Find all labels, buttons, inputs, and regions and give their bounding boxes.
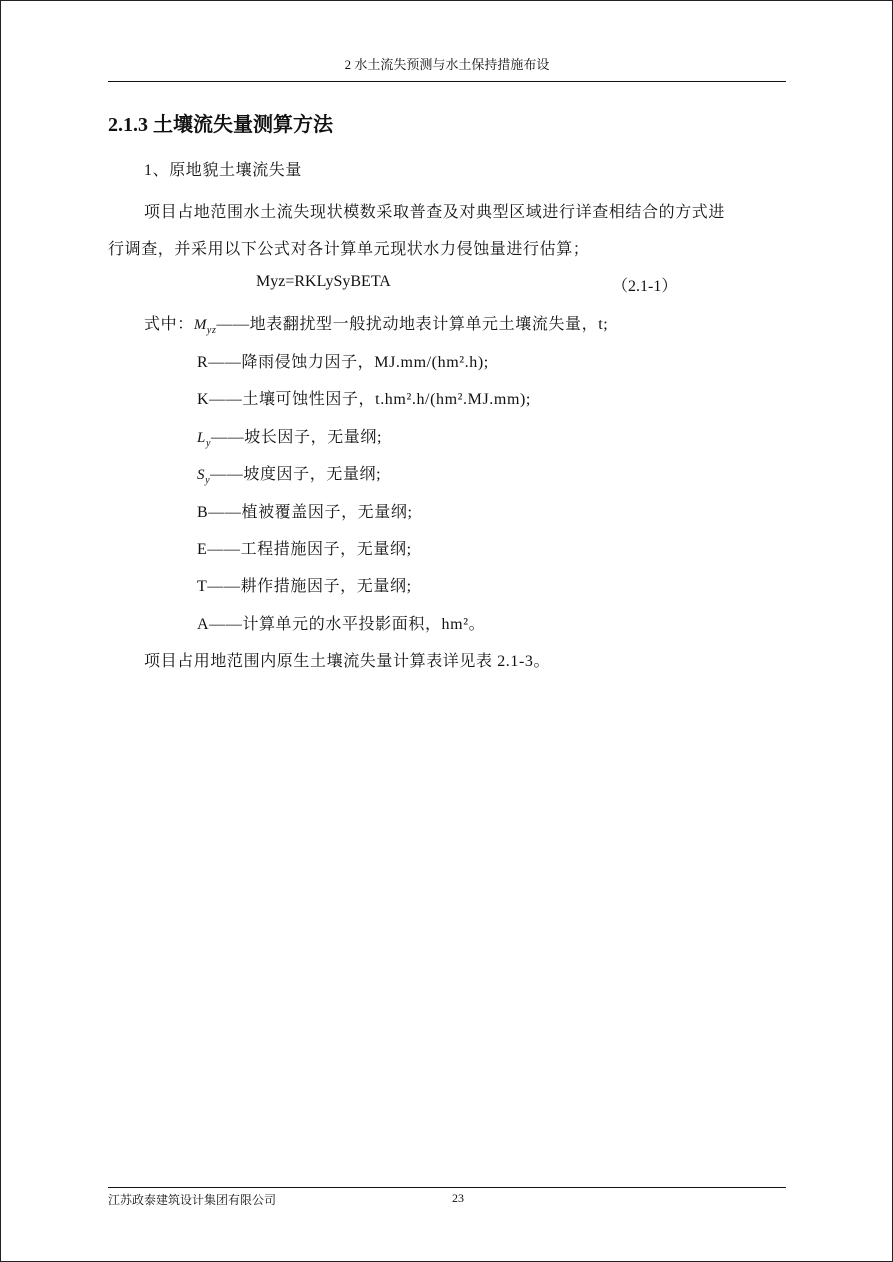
definition-sy-text: ——坡度因子，无量纲; (210, 466, 382, 483)
definition-b: B——植被覆盖因子，无量纲; (197, 504, 413, 521)
where-prefix: 式中： (144, 316, 194, 333)
page-number: 23 (452, 1191, 464, 1205)
formula-number: （2.1-1） (612, 278, 678, 295)
definition-myz (144, 311, 608, 336)
symbol-m: $M_{yz}$ (193, 317, 217, 336)
footer-company: 江苏政泰建筑设计集团有限公司 (108, 1193, 277, 1207)
subheading: 1、原地貌土壤流失量 (144, 162, 303, 179)
running-header: 2 水土流失预测与水土保持措施布设 (344, 57, 550, 72)
definition-ly-text: ——坡长因子，无量纲; (211, 429, 383, 446)
paragraph-line-1: 项目占地范围水土流失现状模数采取普查及对典型区域进行详查相结合的方式进 (144, 204, 726, 221)
definition-k: K——土壤可蚀性因子，t.hm².h/(hm².MJ.mm); (197, 391, 531, 408)
section-heading: 2.1.3 土壤流失量测算方法 (108, 114, 333, 136)
formula: Myz=RKLySyBETA (256, 273, 391, 290)
definition-sy (197, 461, 381, 486)
definition-myz-text: ——地表翻扰型一般扰动地表计算单元土壤流失量，t; (216, 316, 609, 333)
definition-r: R——降雨侵蚀力因子，MJ.mm/(hm².h); (197, 354, 489, 371)
definition-ly (197, 424, 382, 449)
definition-e: E——工程措施因子，无量纲; (197, 541, 412, 558)
definition-t: T——耕作措施因子，无量纲; (197, 578, 412, 595)
footer-rule (108, 1187, 786, 1188)
symbol-l: $L_y$ (197, 430, 211, 449)
paragraph-line-2: 行调查，并采用以下公式对各计算单元现状水力侵蚀量进行估算； (108, 241, 590, 258)
symbol-s: $S_y$ (197, 467, 211, 486)
definition-a: A——计算单元的水平投影面积，hm²。 (197, 616, 486, 633)
header-rule (108, 81, 786, 82)
closing-paragraph: 项目占用地范围内原生土壤流失量计算表详见表 2.1-3。 (144, 653, 551, 670)
